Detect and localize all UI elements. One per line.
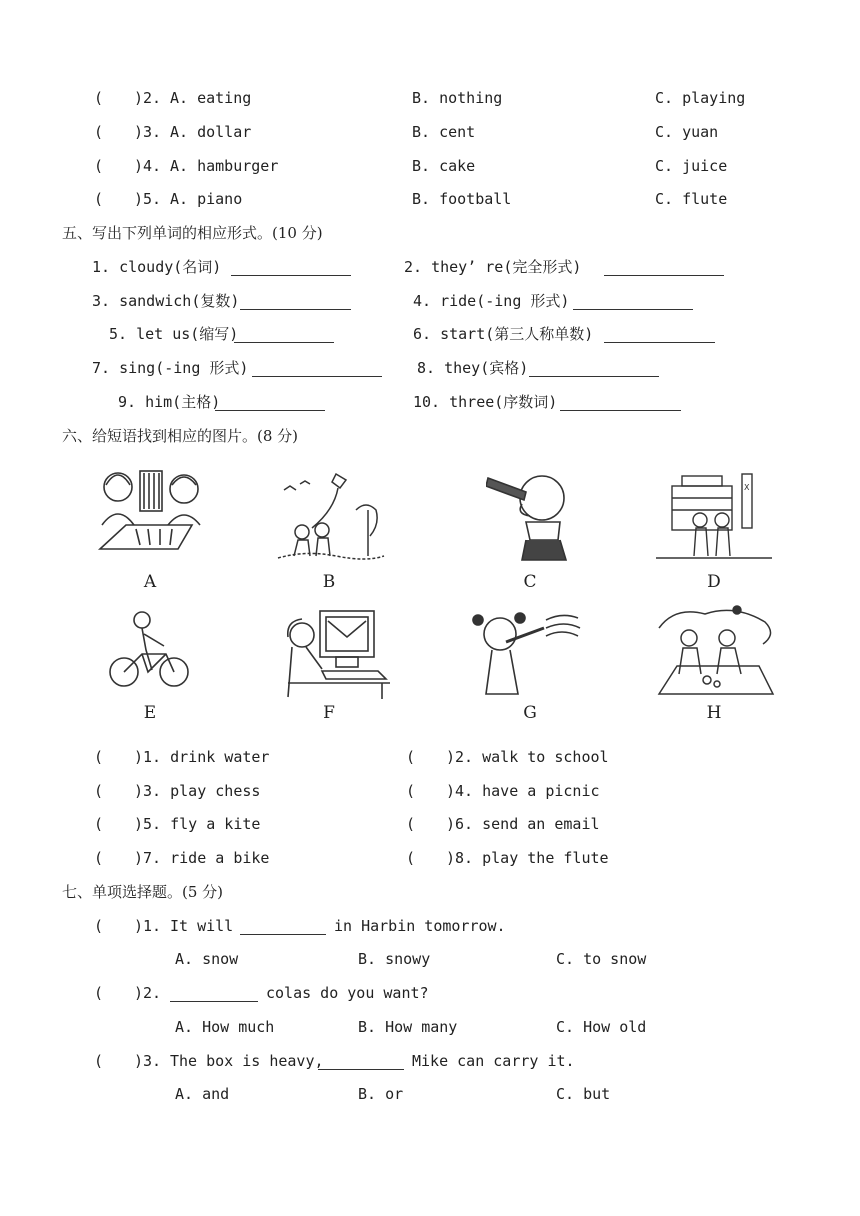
children-flying-kite-picture [276, 470, 386, 562]
answer-blank[interactable] [252, 360, 382, 377]
question-text: colas do you want? [266, 984, 429, 1002]
option-a: A. snow [175, 950, 239, 968]
option-c: C. to snow [556, 950, 647, 968]
children-playing-chess-picture [96, 465, 206, 561]
section6-title [0, 424, 860, 448]
option-a: A. How much [175, 1018, 275, 1036]
answer-paren[interactable]: ( [94, 748, 104, 766]
option-a: A. dollar [170, 123, 252, 141]
section-title: 七、单项选择题。(5 分) [62, 883, 224, 901]
word-prompt: 3. sandwich(复数) [92, 292, 240, 310]
section5-title [0, 221, 860, 245]
option-a: A. piano [170, 190, 243, 208]
answer-paren[interactable]: ( [94, 1052, 104, 1070]
choice-question [0, 1049, 860, 1073]
answer-blank[interactable] [170, 985, 258, 1002]
option-c: C. but [556, 1085, 611, 1103]
choice-question [0, 914, 860, 938]
match-row [0, 745, 860, 769]
picture-label: F [323, 703, 335, 723]
option-b: B. cent [412, 123, 476, 141]
match-row [0, 846, 860, 870]
phrase-item: )3. play chess [134, 782, 261, 800]
phrase-item: )6. send an email [446, 815, 600, 833]
match-row [0, 812, 860, 836]
answer-paren[interactable]: ( [94, 984, 104, 1002]
picture-label: G [523, 703, 537, 723]
question-number: )2. [134, 89, 162, 107]
answer-paren[interactable]: ( [406, 748, 416, 766]
girl-drinking-water-picture [486, 470, 576, 562]
word-prompt: 6. start(第三人称单数) [413, 325, 594, 343]
option-a: A. hamburger [170, 157, 279, 175]
section-title: 六、给短语找到相应的图片。(8 分) [62, 427, 299, 445]
answer-paren[interactable]: ( [94, 815, 104, 833]
word-prompt: 5. let us(缩写) [109, 325, 239, 343]
question-text: The box is heavy, [170, 1052, 324, 1070]
question-number: )1. [134, 917, 162, 935]
question-row [0, 86, 860, 110]
option-b: B. or [358, 1085, 404, 1103]
word-prompt: 2. they’ re(完全形式) [404, 258, 582, 276]
word-prompt: 9. him(主格) [118, 393, 221, 411]
question-text: It will [170, 917, 234, 935]
section-title: 五、写出下列单词的相应形式。(10 分) [62, 224, 323, 242]
options-row [0, 1082, 860, 1106]
answer-blank[interactable] [560, 394, 681, 411]
answer-paren[interactable]: ( [406, 815, 416, 833]
picture-label: E [143, 703, 157, 723]
option-b: B. cake [412, 157, 476, 175]
answer-paren[interactable]: ( [94, 123, 104, 141]
question-row [0, 120, 860, 144]
options-row [0, 1015, 860, 1039]
picture-label: C [523, 572, 537, 592]
option-c: C. How old [556, 1018, 647, 1036]
option-b: B. How many [358, 1018, 458, 1036]
word-prompt: 8. they(宾格) [417, 359, 529, 377]
girl-playing-flute-picture [472, 606, 582, 696]
answer-blank[interactable] [604, 259, 724, 276]
option-c: C. yuan [655, 123, 719, 141]
answer-paren[interactable]: ( [94, 157, 104, 175]
option-c: C. juice [655, 157, 728, 175]
phrase-item: )7. ride a bike [134, 849, 270, 867]
phrase-item: )4. have a picnic [446, 782, 600, 800]
picture-label: A [143, 572, 157, 592]
answer-blank[interactable] [240, 918, 326, 935]
word-form-row [0, 356, 860, 380]
options-row [0, 947, 860, 971]
answer-blank[interactable] [231, 259, 351, 276]
section7-title [0, 880, 860, 904]
question-row [0, 187, 860, 211]
option-b: B. nothing [412, 89, 503, 107]
answer-paren[interactable]: ( [406, 849, 416, 867]
answer-blank[interactable] [240, 293, 351, 310]
phrase-item: )1. drink water [134, 748, 270, 766]
phrase-item: )2. walk to school [446, 748, 609, 766]
word-prompt: 1. cloudy(名词) [92, 258, 222, 276]
answer-blank[interactable] [529, 360, 659, 377]
option-c: C. flute [655, 190, 728, 208]
phrase-item: )5. fly a kite [134, 815, 261, 833]
answer-blank[interactable] [573, 293, 693, 310]
picture-label: H [706, 703, 722, 723]
word-prompt: 10. three(序数词) [413, 393, 558, 411]
answer-paren[interactable]: ( [94, 89, 104, 107]
children-walking-to-school-picture [656, 466, 772, 562]
answer-paren[interactable]: ( [94, 190, 104, 208]
answer-paren[interactable]: ( [94, 849, 104, 867]
answer-blank[interactable] [604, 326, 715, 343]
question-number: )2. [134, 984, 162, 1002]
answer-blank[interactable] [215, 394, 325, 411]
answer-paren[interactable]: ( [94, 782, 104, 800]
word-form-row [0, 289, 860, 313]
children-picnic-picture [655, 604, 775, 696]
word-form-row [0, 390, 860, 414]
question-number: )3. [134, 123, 162, 141]
question-row [0, 154, 860, 178]
option-a: A. and [175, 1085, 230, 1103]
choice-question [0, 981, 860, 1005]
question-text: in Harbin tomorrow. [334, 917, 506, 935]
question-text: Mike can carry it. [412, 1052, 575, 1070]
option-c: C. playing [655, 89, 746, 107]
answer-paren[interactable]: ( [406, 782, 416, 800]
word-prompt: 7. sing(-ing 形式) [92, 359, 249, 377]
word-form-row [0, 322, 860, 346]
option-b: B. snowy [358, 950, 431, 968]
svg-text:X: X [744, 483, 750, 492]
question-number: )3. [134, 1052, 162, 1070]
picture-label: D [707, 572, 721, 592]
match-row [0, 779, 860, 803]
answer-blank[interactable] [318, 1053, 404, 1070]
option-b: B. football [412, 190, 512, 208]
option-a: A. eating [170, 89, 252, 107]
answer-blank[interactable] [234, 326, 334, 343]
picture-label: B [322, 572, 336, 592]
word-form-row [0, 255, 860, 279]
boy-sending-email-picture [282, 607, 392, 699]
phrase-item: )8. play the flute [446, 849, 609, 867]
question-number: )5. [134, 190, 162, 208]
question-number: )4. [134, 157, 162, 175]
boy-riding-bike-picture [108, 610, 190, 690]
word-prompt: 4. ride(-ing 形式) [413, 292, 570, 310]
answer-paren[interactable]: ( [94, 917, 104, 935]
